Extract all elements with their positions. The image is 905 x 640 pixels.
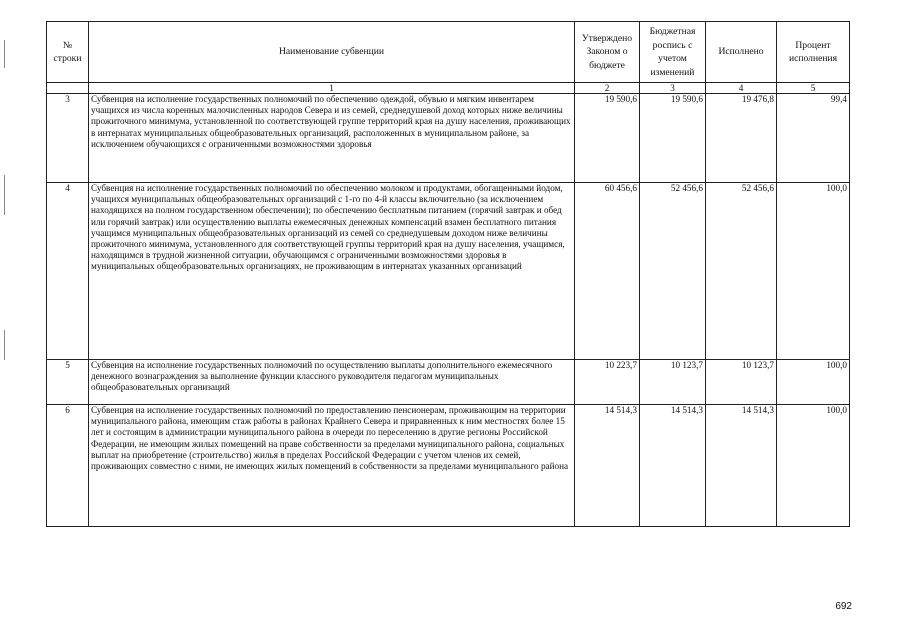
scan-edge-mark: [4, 330, 5, 360]
header-subvention-name: Наименование субвенции: [89, 22, 575, 83]
table-row: [47, 360, 850, 405]
budget-list-value: 10 123,7: [640, 360, 706, 405]
table-row: [47, 183, 850, 360]
approved-value: 14 514,3: [575, 405, 640, 527]
budget-list-value: 52 456,6: [640, 183, 706, 360]
percent-value: 100,0: [777, 360, 850, 405]
table-row: [47, 94, 850, 183]
executed-value: 14 514,3: [706, 405, 777, 527]
percent-value: 100,0: [777, 405, 850, 527]
executed-value: 52 456,6: [706, 183, 777, 360]
subvention-name: Субвенция на исполнение государственных полномочий по предоставлению пенсионерам, проживающим на территории муниципального района, имеющим стаж работы в районах Крайнего Севера и приравненных к ним местностях более 15 лет и состоящим в администрации муниципального района в очереди по переселению в другие регионы Российской Федерации, не имеющим жилых помещений на праве собственности за пределами муниципального района, социальных выплат на приобретение (строительство) жилья в пределах Российской Федерации с учетом членов их семей, проживающих совместно с ними, не имеющих жилых помещений в собственности за пределами муниципального района: [89, 405, 575, 527]
subvention-name: Субвенция на исполнение государственных полномочий по осуществлению выплаты дополнительного ежемесячного денежного вознаграждения за выполнение функции классного руководителя педагогам муниципальных общеобразовательных организаций: [89, 360, 575, 405]
row-number: 4: [47, 183, 89, 360]
column-number: 2: [575, 83, 640, 94]
header-budget-list: Бюджетная роспись с учетом изменений: [640, 22, 706, 83]
page-number: 692: [835, 601, 852, 612]
row-number: 6: [47, 405, 89, 527]
column-number: 1: [89, 83, 575, 94]
subvention-name: Субвенция на исполнение государственных полномочий по обеспечению одеждой, обувью и мягким инвентарем учащихся из числа коренных малочисленных народов Севера и из семей, среднедушевой доход которых ниже величины прожиточного минимума, установленной по соответствующей группе территорий края на душу населения, проживающих в интернатах муниципальных общеобразовательных организаций, расположенных в муниципальном районе, за исключением обучающихся с ограниченными возможностями здоровья: [89, 94, 575, 183]
scan-edge-mark: [4, 175, 5, 215]
column-number-blank: [47, 83, 89, 94]
table-row: [47, 405, 850, 527]
executed-value: 10 123,7: [706, 360, 777, 405]
header-row-number: № строки: [47, 22, 89, 83]
header-approved: Утверждено Законом о бюджете: [575, 22, 640, 83]
executed-value: 19 476,8: [706, 94, 777, 183]
subvention-table: [46, 21, 850, 527]
column-number: 3: [640, 83, 706, 94]
scan-edge-mark: [4, 40, 5, 68]
budget-list-value: 14 514,3: [640, 405, 706, 527]
header-executed: Исполнено: [706, 22, 777, 83]
percent-value: 99,4: [777, 94, 850, 183]
column-number-row: [47, 83, 850, 94]
approved-value: 19 590,6: [575, 94, 640, 183]
approved-value: 10 223,7: [575, 360, 640, 405]
subvention-name: Субвенция на исполнение государственных полномочий по обеспечению молоком и продуктами, обогащенными йодом, учащихся муниципальных общеобразовательных организаций с 1-го по 4-й классы включительно (за исключением находящихся на полном государственном обеспечении); по обеспечению бесплатным питанием (горячий завтрак и обед или горячий завтрак) или осуществлению выплаты ежемесячных денежных компенсаций взамен бесплатного питания учащимся муниципальных общеобразовательных организаций из семей со среднедушевым доходом ниже величины прожиточного минимума, установленного для соответствующей группы территорий края на душу населения, учащимся, находящимся в трудной жизненной ситуации, обучающимся с ограниченными возможностями здоровья в муниципальных общеобразовательных организациях, не проживающим в интернатах указанных организаций: [89, 183, 575, 360]
row-number: 5: [47, 360, 89, 405]
approved-value: 60 456,6: [575, 183, 640, 360]
column-number: 4: [706, 83, 777, 94]
header-percent: Процент исполнения: [777, 22, 850, 83]
row-number: 3: [47, 94, 89, 183]
table-header-row: [47, 22, 850, 83]
budget-list-value: 19 590,6: [640, 94, 706, 183]
percent-value: 100,0: [777, 183, 850, 360]
column-number: 5: [777, 83, 850, 94]
